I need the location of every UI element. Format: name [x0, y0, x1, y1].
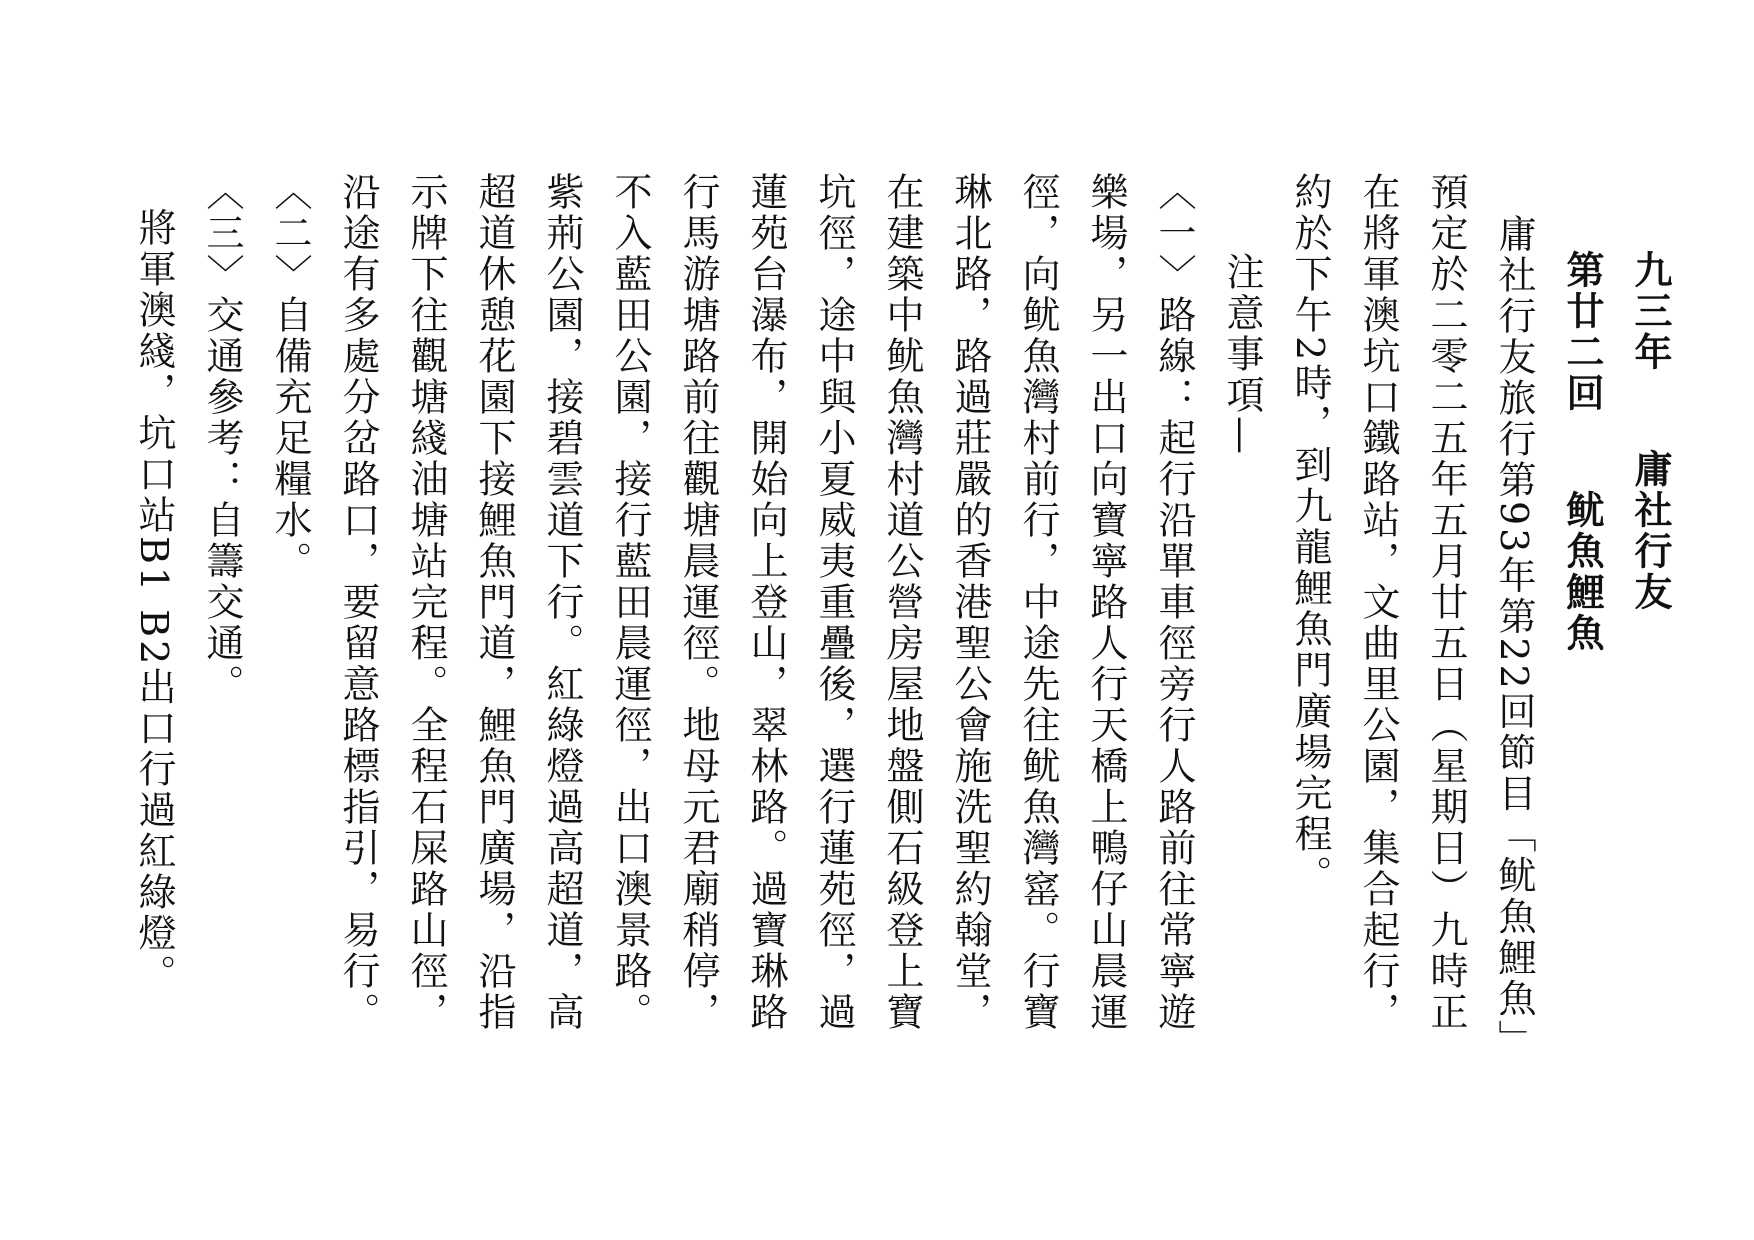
note-line: 超道休憩花園下接鯉魚門道，鯉魚門廣場，沿指 [472, 172, 516, 1033]
heading-year: 九三年 [1628, 250, 1672, 373]
heading-org: 庸社行友 [1628, 449, 1672, 613]
note-line: 在建築中鱿魚灣村道公營房屋地盤側石級登上寶 [880, 172, 924, 1033]
paragraph-line: 在將軍澳坑口鐵路站，文曲里公園，集合起行， [1356, 172, 1400, 1033]
notes-title: 注意事項— [1220, 252, 1264, 457]
note-line: 琳北路，路過莊嚴的香港聖公會施洗聖約翰堂， [948, 172, 992, 1033]
note-2: 〈二〉自備充足糧水。 [268, 172, 312, 582]
note-line: 紫荊公園，接碧雲道下行。紅綠燈過高超道，高 [540, 172, 584, 1033]
note-line: 徑，向鱿魚灣村前行，中途先往鱿魚灣窰。行寶 [1016, 172, 1060, 1033]
note-line: 蓮苑台瀑布，開始向上登山，翠林路。過寶琳路 [744, 172, 788, 1033]
paragraph-line: 庸社行友旅行第93年第22回節目「鱿魚鯉魚」 [1492, 214, 1536, 1061]
paragraph-line: 約於下午2時，到九龍鯉魚門廣場完程。 [1288, 172, 1332, 897]
note-line: 〈一〉路線：起行沿單車徑旁行人路前往常寧遊 [1152, 172, 1196, 1033]
note-line: 沿途有多處分岔路口，要留意路標指引，易行。 [336, 172, 380, 1033]
note-3-continued: 將軍澳綫，坑口站B1 B2出口行過紅綠燈。 [132, 208, 176, 996]
heading-title: 鱿魚鯉魚 [1560, 490, 1604, 654]
paragraph-line: 預定於二零二五年五月廿五日（星期日）九時正 [1424, 172, 1468, 1033]
heading-line-1 [1616, 172, 1684, 1072]
note-line: 坑徑，途中與小夏威夷重疊後，選行蓮苑徑，過 [812, 172, 856, 1033]
heading-episode: 第廿二回 [1560, 250, 1604, 414]
note-3: 〈三〉交通參考：自籌交通。 [200, 172, 244, 705]
note-line: 行馬游塘路前往觀塘晨運徑。地母元君廟稍停， [676, 172, 720, 1033]
vertical-text-block [120, 172, 1684, 1072]
note-line: 樂場，另一出口向寶寧路人行天橋上鴨仔山晨運 [1084, 172, 1128, 1033]
heading-line-2 [1548, 172, 1616, 1072]
note-line: 示牌下往觀塘綫油塘站完程。全程石屎路山徑， [404, 172, 448, 1033]
note-line: 不入藍田公園，接行藍田晨運徑，出口澳景路。 [608, 172, 652, 1033]
